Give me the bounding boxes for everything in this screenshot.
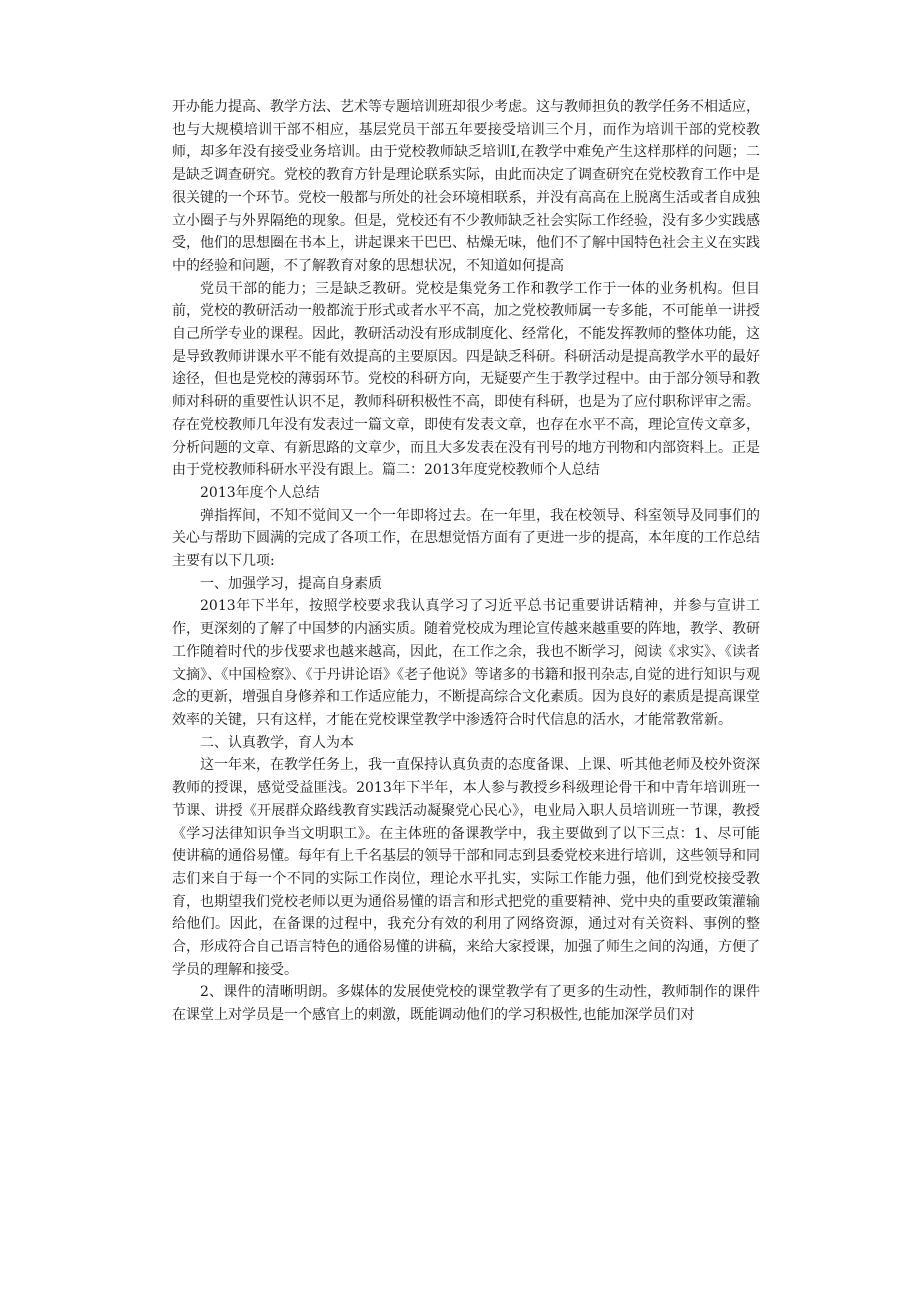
section-heading: 一、加强学习，提高自身素质: [200, 575, 382, 592]
paragraph: 2013年下半年，按照学校要求我认真学习了习近平总书记重要讲话精神，并参与宣讲工作，更深刻的了解了中国梦的内涵实质。随着党校成为理论宣传越来越重要的阵地，教学、教研工作随着时代的步伐要求也越来越高，因此，在工作之余，我也不断学习，阅读《求实》、《读者文摘》、《中国检察》、《于丹讲论语》《老子他说》等诸多的书籍和报刊杂志,自觉的进行知识与观念的更新，增强自身修养和工作适应能力，不断提高综合文化素质。因为良好的素质是提高课堂效率的关键，只有这样，才能在党校课堂教学中渗透符合时代信息的活水，才能常教常新。: [172, 598, 760, 728]
document-page: [172, 96, 760, 1027]
paragraph: 开办能力提高、教学方法、艺术等专题培训班却很少考虑。这与教师担负的教学任务不相适应，也与大规模培训干部不相应，基层党员干部五年要接受培训三个月，而作为培训干部的党校教师，却多年没有接受业务培训。由于党校教师缺乏培训I,在教学中难免产生这样那样的问题；二是缺乏调查研究。党校的教育方针是理论联系实际，由此而决定了调查研究在党校教育工作中是很关键的一个环节。党校一般都与所处的社会环境相联系，并没有高高在上脱离生活或者自成独立小圈子与外界隔绝的现象。但是，党校还有不少教师缺乏社会实际工作经验，没有多少实践感受，他们的思想圈在书本上，讲起课来干巴巴、枯燥无味，他们不了解中国特色社会主义在实践中的经验和问题，不了解教育对象的思想状况，不知道如何提高: [172, 99, 760, 274]
paragraph: 弹指挥间，不知不觉间又一个一年即将过去。在一年里，我在校领导、科室领导及同事们的关心与帮助下圆满的完成了各项工作，在思想觉悟方面有了更进一步的提高，本年度的工作总结主要有以下几项:: [172, 507, 760, 570]
paragraph: 这一年来，在教学任务上，我一直保持认真负责的态度备课、上课、听其他老师及校外资深教师的授课，感觉受益匪浅。2013年下半年，本人参与教授乡科级理论骨干和中青年培训班一节课、讲授《开展群众路线教育实践活动凝聚党心民心》，电业局入职人员培训班一节课，教授《学习法律知识争当文明职工》。在主体班的备课教学中，我主要做到了以下三点：1、尽可能使讲稿的通俗易懂。每年有上千名基层的领导干部和同志到县委党校来进行培训，这些领导和同志们来自于每一个不同的实际工作岗位，理论水平扎实，实际工作能力强，他们到党校接受教育，也期望我们党校老师以更为通俗易懂的语言和形式把党的重要精神、党中央的重要政策灌输给他们。因此，在备课的过程中，我充分有效的利用了网络资源，通过对有关资料、事例的整合，形成符合自己语言特色的通俗易懂的讲稿，来给大家授课，加强了师生之间的沟通，方便了学员的理解和接受。: [172, 757, 760, 978]
paragraph: 党员干部的能力；三是缺乏教研。党校是集党务工作和教学工作于一体的业务机构。但目前，党校的教研活动一般都流于形式或者水平不高，加之党校教师属一专多能，不可能单一讲授自己所学专业的课程。因此，教研活动没有形成制度化、经常化，不能发挥教师的整体功能，这是导致教师讲课水平不能有效提高的主要原因。四是缺乏科研。科研活动是提高教学水平的最好途径，但也是党校的薄弱环节。党校的科研方向，无疑要产生于教学过程中。由于部分领导和教师对科研的重要性认识不足，教师科研积极性不高，即使有科研，也是为了应付职称评审之需。存在党校教师几年没有发表过一篇文章，即使有发表文章，也存在水平不高，理论宣传文章多，分析问题的文章、有新思路的文章少，而且大多发表在没有刊号的地方刊物和内部资料上。正是由于党校教师科研水平没有跟上。篇二：2013年度党校教师个人总结: [172, 280, 760, 479]
section-heading: 二、认真教学，育人为本: [200, 734, 354, 751]
paragraph: 2、课件的清晰明朗。多媒体的发展使党校的课堂教学有了更多的生动性，教师制作的课件在课堂上对学员是一个感官上的刺激，既能调动他们的学习积极性,也能加深学员们对: [172, 984, 760, 1024]
section-title: 2013年度个人总结: [200, 484, 320, 501]
